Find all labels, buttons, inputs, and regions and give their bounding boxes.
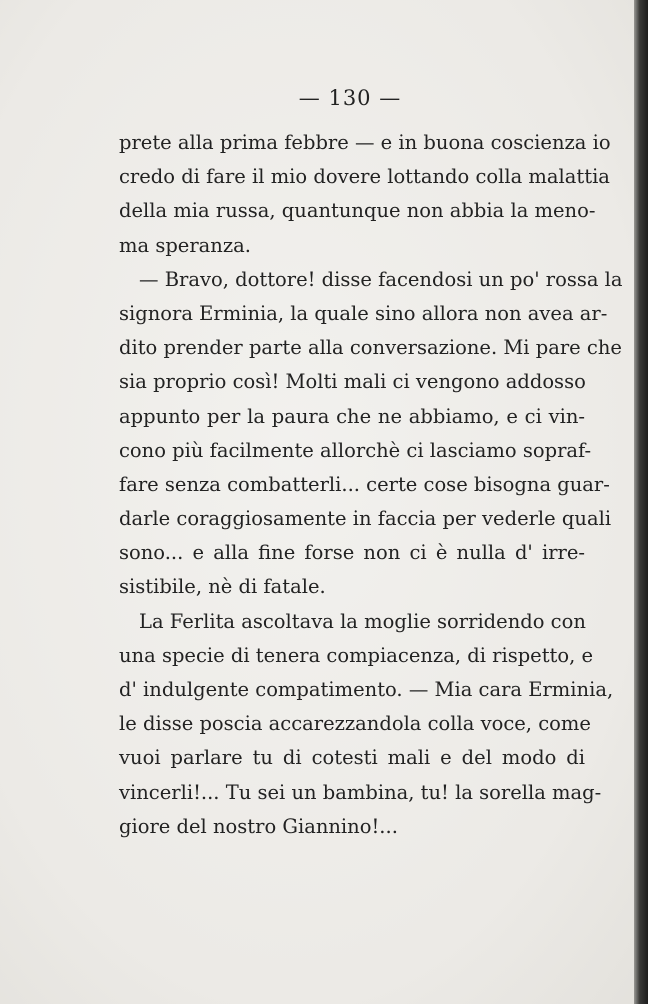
text-line: cono più facilmente allorchè ci lasciamo sopraf- <box>119 438 592 462</box>
text-line: le disse poscia accarezzandola colla voce, come <box>119 712 591 736</box>
text-line: credo di fare il mio dovere lottando colla malattia <box>119 165 610 189</box>
text-line: signora Erminia, la quale sino allora non avea ar- <box>119 301 608 325</box>
text-line: darle coraggiosamente in faccia per vederle quali <box>119 507 612 531</box>
text-line: della mia russa, quantunque non abbia la meno- <box>119 199 596 223</box>
page-number: — 130 — <box>298 86 402 110</box>
text-line: giore del nostro Giannino!... <box>119 814 398 838</box>
text-line: fare senza combatterli... certe cose bisogna guar- <box>119 472 610 496</box>
text-line: d' indulgente compatimento. — Mia cara Erminia, <box>119 678 614 701</box>
text-line: ma speranza. <box>119 233 251 257</box>
text-line: — Bravo, dottore! disse facendosi un po' rossa la <box>139 267 623 291</box>
text-line: prete alla prima febbre — e in buona coscienza io <box>119 131 611 154</box>
page-edge-shadow <box>634 0 648 1004</box>
text-line: appunto per la paura che ne abbiamo, e ci vin- <box>119 404 585 428</box>
text-line: vuoi parlare tu di cotesti mali e del modo di <box>119 746 585 770</box>
text-line: dito prender parte alla conversazione. Mi pare che <box>119 336 622 360</box>
text-line: sono... e alla fine forse non ci è nulla d' irre- <box>119 541 585 565</box>
text-line: sia proprio così! Molti mali ci vengono addosso <box>119 370 586 394</box>
text-line: La Ferlita ascoltava la moglie sorridendo con <box>139 609 586 633</box>
text-line: sistibile, nè di fatale. <box>119 575 326 599</box>
body-text <box>119 126 623 844</box>
text-line: una specie di tenera compiacenza, di rispetto, e <box>119 643 594 667</box>
text-line: vincerli!... Tu sei un bambina, tu! la sorella mag- <box>119 780 602 804</box>
